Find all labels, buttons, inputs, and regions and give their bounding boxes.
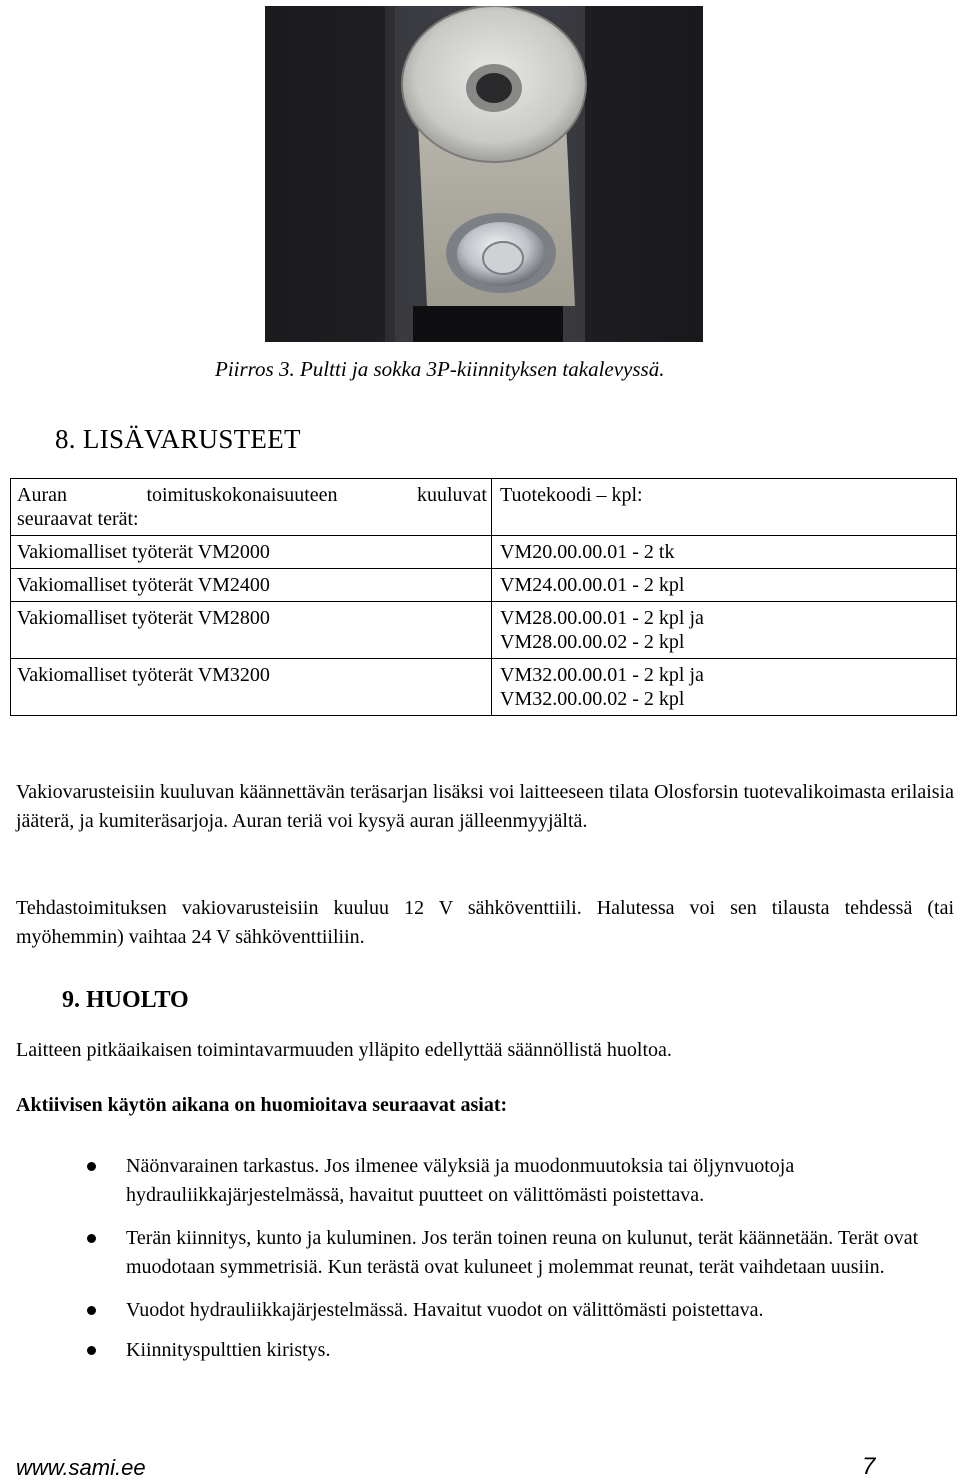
blade-code [492, 536, 957, 569]
list-item [82, 1296, 942, 1325]
page-number: 7 [862, 1453, 876, 1480]
table-header-left-line2: seuraavat terät: [17, 508, 139, 530]
blade-code [492, 602, 957, 659]
header-word: kuuluvat [416, 484, 487, 506]
blade-code-line: VM24.00.00.01 - 2 kpl [500, 574, 685, 596]
table-header-row [11, 479, 957, 536]
table-row [11, 659, 957, 716]
valve-paragraph: Tehdastoimituksen vakiovarusteisiin kuuluu 12 V sähköventtiili. Halutessa voi sen tilausta tehdessä (tai myöhemmin) vaihtaa 24 V sähköventtiiliin. [16, 897, 954, 948]
table-header-right: Tuotekoodi – kpl: [492, 479, 957, 536]
table-row [11, 569, 957, 602]
figure-caption: Piirros 3. Pultti ja sokka 3P-kiinnityksen takalevyssä. [215, 357, 665, 381]
header-word: Auran [17, 484, 67, 506]
blade-code-line: VM32.00.00.01 - 2 kpl ja [500, 664, 704, 686]
bullet-icon [87, 1162, 96, 1171]
active-use-heading: Aktiivisen käytön aikana on huomioitava seuraavat asiat: [16, 1094, 508, 1116]
blade-name: Vakiomalliset työterät VM3200 [11, 659, 492, 716]
blade-code [492, 569, 957, 602]
section-9-heading: 9. HUOLTO [62, 987, 189, 1013]
section-8-heading: 8. LISÄVARUSTEET [55, 424, 301, 454]
header-word: toimituskokonaisuuteen [146, 484, 338, 506]
accessories-paragraph: Vakiovarusteisiin kuuluvan käännettävän teräsarjan lisäksi voi laitteeseen tilata Olosforsin tuotevalikoimasta erilaisia jääterä, ja kumiteräsarjoja. Auran teriä voi kysyä auran jälleenmyyjältä. [16, 781, 954, 832]
list-item [82, 1336, 942, 1365]
list-item-text: Vuodot hydrauliikkajärjestelmässä. Havaitut vuodot on välittömästi poistettava. [126, 1299, 764, 1321]
maintenance-intro: Laitteen pitkäaikaisen toimintavarmuuden ylläpito edellyttää säännöllistä huoltoa. [16, 1039, 672, 1061]
blade-code-line: VM28.00.00.02 - 2 kpl [500, 631, 685, 653]
blade-code-line: VM28.00.00.01 - 2 kpl ja [500, 607, 704, 629]
table-row [11, 602, 957, 659]
list-item [82, 1224, 942, 1282]
list-item-text: Terän kiinnitys, kunto ja kuluminen. Jos terän toinen reuna on kulunut, terät käännetään. Terät ovat muodotaan symmetrisiä. Kun terästä ovat kuluneet j molemmat reunat, terät vaihdetaan uusiin. [126, 1227, 919, 1278]
bullet-icon [87, 1234, 96, 1243]
bullet-icon [87, 1306, 96, 1315]
table-header-left [11, 479, 492, 536]
bullet-icon [87, 1346, 96, 1355]
table-row [11, 536, 957, 569]
blade-name: Vakiomalliset työterät VM2000 [11, 536, 492, 569]
maintenance-list [82, 1152, 942, 1379]
footer-url: www.sami.ee [16, 1455, 146, 1480]
bolt-photo-drawing [265, 6, 703, 342]
blade-name: Vakiomalliset työterät VM2400 [11, 569, 492, 602]
blade-name: Vakiomalliset työterät VM2800 [11, 602, 492, 659]
list-item-text: Kiinnityspulttien kiristys. [126, 1339, 331, 1361]
blade-table [10, 478, 957, 716]
list-item [82, 1152, 942, 1210]
blade-code-line: VM20.00.00.01 - 2 tk [500, 541, 675, 563]
bolt-photo [265, 6, 703, 342]
blade-code-line: VM32.00.00.02 - 2 kpl [500, 688, 685, 710]
list-item-text: Näönvarainen tarkastus. Jos ilmenee välyksiä ja muodonmuutoksia tai öljynvuotoja hydrauliikkajärjestelmässä, havaitut puutteet on välittömästi poistettava. [126, 1155, 795, 1206]
blade-code [492, 659, 957, 716]
table-header-left-line1 [17, 483, 487, 507]
